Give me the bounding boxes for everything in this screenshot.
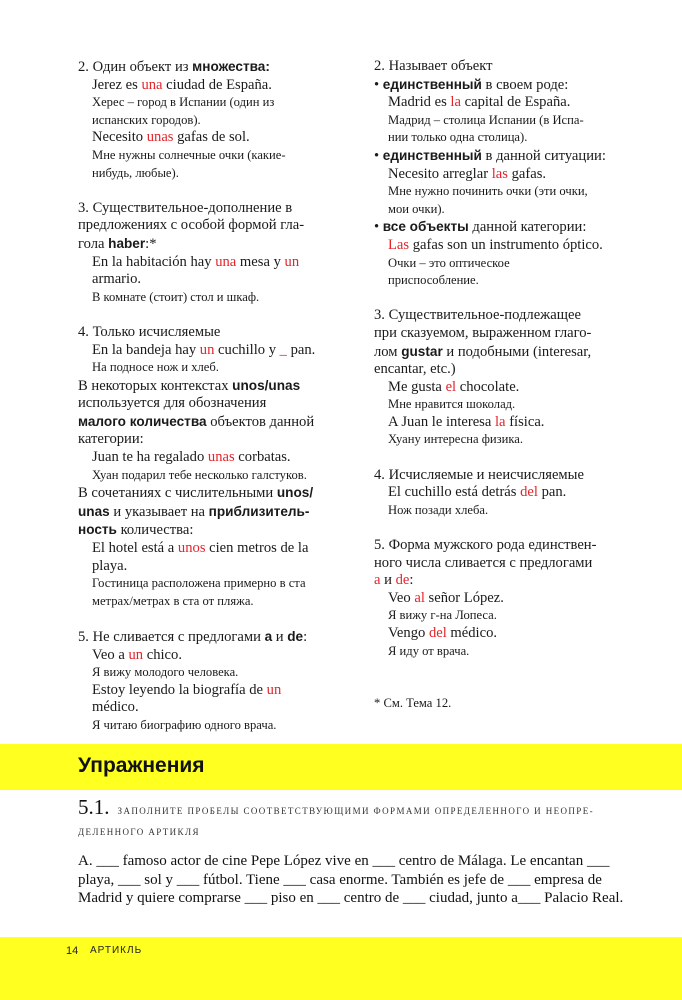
example-sentence: En la habitación hay una mesa y un (92, 253, 300, 270)
article: unos (177, 540, 206, 557)
example-sentence: Madrid es la capital de España. (388, 94, 571, 111)
example-sentence: En la bandeja hay un cuchillo y _ pan. (92, 341, 316, 358)
article: un (199, 341, 215, 358)
rule-text: лом gustar и подобными (interesar, (374, 343, 592, 360)
translation: Я вижу молодого человека. (92, 665, 239, 680)
page-number: 14 (66, 945, 79, 957)
example-sentence: médico. (92, 699, 139, 716)
translation: Мне нужны солнечные очки (какие- (92, 147, 286, 162)
translation: Я вижу г-на Лопеса. (388, 608, 497, 623)
article: Las (388, 236, 410, 253)
rule-text: предложениях с особой формой гла- (78, 217, 305, 234)
example-sentence: El cuchillo está detrás del pan. (388, 484, 567, 501)
translation: метрах/метрах в ста от пляжа. (92, 593, 254, 608)
section-name: АРТИКЛЬ (90, 945, 143, 956)
exercise-text: A. ___ famoso actor de cine Pepe López vive en ___ centro de Málaga. Le encantan ___ playa, ___ sol y ___ fútbol. Tiene ___ casa enorme. También es jefe de ___ empresa de Madrid y quiere comprarse ___ piso en ___ centro de ___ ciudad, junto a___ Palacio Real. (78, 853, 624, 907)
article: un (128, 646, 144, 663)
translation: Хуану интересна физика. (388, 432, 524, 447)
translation: На подносе нож и хлеб. (92, 360, 219, 375)
right-s4-heading: 4. Исчисляемые и неисчисляемые (374, 466, 584, 483)
exercises-title: Упражнения (78, 754, 205, 777)
example-sentence: Necesito unas gafas de sol. (92, 129, 250, 146)
translation: мои очки). (388, 201, 445, 216)
article: las (491, 165, 508, 182)
rule-text: ного числа сливается с предлогами (374, 554, 593, 571)
translation: Очки – это оптическое (388, 255, 510, 270)
translation: нибудь, любые). (92, 165, 179, 180)
example-sentence: A Juan le interesa la física. (388, 413, 545, 430)
example-sentence: Vengo del médico. (388, 625, 498, 641)
translation: Мне нужно починить очки (эти очки, (388, 184, 588, 199)
article: del (428, 625, 447, 641)
article: un (284, 253, 300, 270)
rule-text: ность количества: (78, 522, 194, 539)
article: al (414, 589, 425, 606)
translation: Нож позади хлеба. (388, 502, 489, 517)
example-sentence: armario. (92, 271, 142, 288)
rule-text: используется для обозначения (78, 395, 267, 412)
rule-text: В сочетаниях с числительными unos/ (78, 485, 314, 502)
example-sentence: Me gusta el chocolate. (388, 378, 520, 395)
article: el (445, 378, 457, 395)
translation: Мне нравится шоколад. (388, 397, 516, 412)
translation: В комнате (стоит) стол и шкаф. (92, 289, 260, 304)
example-sentence: Las gafas son un instrumento óptico. (388, 236, 603, 253)
example-sentence: Jerez es una ciudad de España. (92, 76, 272, 93)
rule-text: категории: (78, 431, 144, 448)
translation: Херес – город в Испании (один из (92, 95, 275, 110)
translation: нии только одна столица). (388, 130, 528, 145)
right-s5-heading: 5. Форма мужского рода единствен- (374, 537, 597, 554)
translation: Гостиница расположена примерно в ста (92, 576, 306, 591)
example-sentence: Veo al señor López. (388, 589, 504, 606)
translation: Я иду от врача. (388, 643, 470, 658)
right-column (374, 58, 644, 713)
exercises-header-band (0, 744, 682, 790)
bullet-item: • все объекты данной категории: (374, 219, 587, 236)
article: una (141, 76, 163, 93)
footnote: * См. Тема 12. (374, 696, 452, 711)
task-instruction (78, 797, 638, 843)
translation: испанских городов). (92, 112, 201, 127)
example-sentence: El hotel está a unos cien metros de la (92, 540, 309, 557)
example-sentence: Juan te ha regalado unas corbatas. (92, 449, 291, 466)
article: unas (207, 449, 235, 466)
article: _ (279, 341, 287, 358)
article: una (215, 253, 237, 270)
article: la (495, 413, 506, 430)
rule-text: unas и указывает на приблизитель- (78, 503, 310, 520)
article: la (450, 94, 461, 111)
rule-text: при сказуемом, выраженном глаго- (374, 324, 592, 341)
article: un (266, 681, 282, 698)
task-number: 5.1. (78, 795, 110, 819)
rule-text: гола haber:* (78, 235, 157, 252)
bullet-item: • единственный в своем роде: (374, 76, 569, 93)
example-sentence: Necesito arreglar las gafas. (388, 165, 547, 182)
left-s2-heading: 2. Один объект из множества: (78, 59, 270, 75)
rule-text: В некоторых контекстах unos/unas (78, 377, 301, 394)
article: unas (146, 129, 174, 146)
right-s3-heading: 3. Существительное-подлежащее (374, 307, 581, 324)
rule-text: малого количества объектов данной (78, 413, 315, 430)
left-column (78, 58, 350, 735)
translation: приспособление. (388, 273, 479, 288)
task-text: ЗАПОЛНИТЕ ПРОБЕЛЫ СООТВЕТСТВУЮЩИМИ ФОРМАМИ ОПРЕДЕЛЕННОГО И НЕОПРЕ-ДЕЛЕННОГО АРТИКЛЯ (78, 806, 594, 837)
bullet-item: • единственный в данной ситуации: (374, 147, 606, 164)
translation: Хуан подарил тебе несколько галстуков. (92, 467, 307, 482)
article: del (520, 484, 538, 501)
left-s5-heading: 5. Не сливается с предлогами a и de: (78, 629, 308, 645)
left-s3-heading: 3. Существительное-дополнение в (78, 199, 293, 216)
rule-text: encantar, etc.) (374, 361, 456, 378)
example-sentence: Veo a un chico. (92, 646, 182, 663)
rule-text: a и de: (374, 572, 414, 589)
right-s2-heading: 2. Называет объект (374, 58, 493, 74)
translation: Мадрид – столица Испании (в Испа- (388, 112, 584, 127)
left-s4-heading: 4. Только исчисляемые (78, 323, 221, 340)
translation: Я читаю биографию одного врача. (92, 717, 277, 732)
example-sentence: playa. (92, 557, 128, 574)
example-sentence: Estoy leyendo la biografía de un (92, 681, 282, 698)
